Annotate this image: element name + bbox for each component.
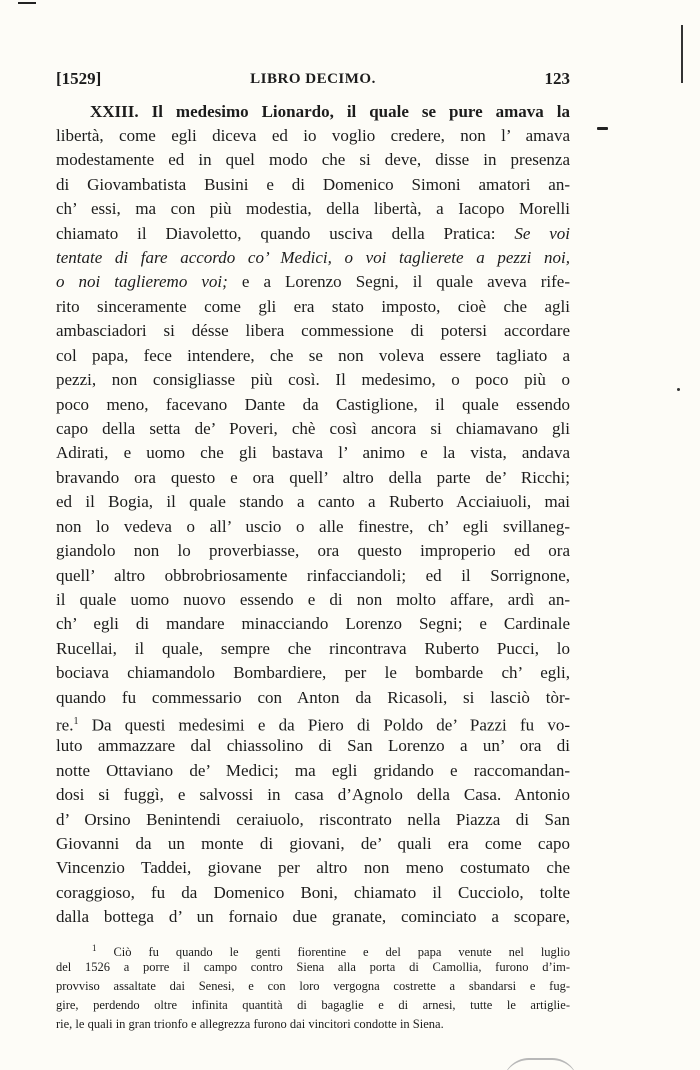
scan-mark bbox=[597, 127, 608, 130]
body-line: chiamato il Diavoletto, quando usciva della Pratica: Se voi bbox=[56, 224, 570, 243]
footnote-line: del 1526 a porre il campo contro Siena alla porta di Camollia, furono d’im- bbox=[56, 960, 570, 974]
body-line: libertà, come egli diceva ed io voglio credere, non l’ amava bbox=[56, 126, 570, 145]
footnote-line: provviso assaltate dai Senesi, e con loro vergogna costrette a sbandarsi e fug- bbox=[56, 979, 570, 993]
body-line: modestamente ed in quel modo che si deve, disse in presenza bbox=[56, 150, 570, 169]
body-line: Rucellai, il quale, sempre che rincontrava Ruberto Pucci, lo bbox=[56, 639, 570, 658]
quote-start: Se voi bbox=[514, 224, 570, 243]
header-book-title: LIBRO DECIMO. bbox=[250, 71, 376, 87]
body-line: XXIII. Il medesimo Lionardo, il quale se pure amava la bbox=[90, 102, 570, 121]
scan-mark bbox=[503, 1058, 578, 1070]
body-line: Adirati, e uomo che gli bastava l’ animo e la vista, andava bbox=[56, 443, 570, 462]
header-page-number: 123 bbox=[544, 69, 570, 88]
header-year: [1529] bbox=[56, 69, 102, 88]
body-line: dalla bottega d’ un fornaio due granate, cominciato a scopare, bbox=[56, 907, 570, 926]
body-line: giandolo non lo proverbiasse, ora questo improperio ed ora bbox=[56, 541, 570, 560]
body-line: col papa, fece intendere, che se non voleva essere tagliato a bbox=[56, 346, 570, 365]
body-line: pezzi, non consigliasse più così. Il medesimo, o poco più o bbox=[56, 370, 570, 389]
scan-mark bbox=[677, 388, 680, 391]
body-line: coraggioso, fu da Domenico Boni, chiamato il Cucciolo, tolte bbox=[56, 883, 570, 902]
running-head bbox=[56, 68, 570, 90]
body-line: di Giovambatista Busini e di Domenico Simoni amatori an- bbox=[56, 175, 570, 194]
footnote-marker: 1 bbox=[92, 943, 97, 953]
body-line: d’ Orsino Benintendi ceraiuolo, riscontrato nella Piazza di San bbox=[56, 810, 570, 829]
body-line: Giovanni da un monte di giovani, de’ quali era come capo bbox=[56, 834, 570, 853]
body-line: bociava chiamandolo Bombardiere, per le bombarde ch’ egli, bbox=[56, 663, 570, 682]
body-line: il quale uomo nuovo essendo e di non molto affare, ardì an- bbox=[56, 590, 570, 609]
body-line: notte Ottaviano de’ Medici; ma egli gridando e raccomandan- bbox=[56, 761, 570, 780]
scan-mark bbox=[681, 25, 683, 83]
body-line: ch’ egli di mandare minacciando Lorenzo Segni; e Cardinale bbox=[56, 614, 570, 633]
body-line: non lo vedeva o all’ uscio o alle finestre, ch’ egli svillaneg- bbox=[56, 517, 570, 536]
section-number: XXIII. bbox=[90, 102, 139, 121]
body-line: poco meno, facevano Dante da Castiglione, il quale essendo bbox=[56, 395, 570, 414]
body-line: quando fu commessario con Anton da Ricasoli, si lasciò tòr- bbox=[56, 688, 570, 707]
body-line: re.$^1$ Da questi medesimi e da Piero di Poldo de’ Pazzi fu vo- bbox=[56, 715, 570, 735]
footnote-line: $^1$ Ciò fu quando le genti fiorentine e del papa venute nel luglio bbox=[92, 943, 570, 960]
body-line: quell’ altro obbrobriosamente rinfacciandoli; ed il Sorrignone, bbox=[56, 566, 570, 585]
footnote-line: gire, perdendo oltre infinita quantità di bagaglie e di arnesi, tutte le artiglie- bbox=[56, 998, 570, 1012]
scan-mark bbox=[18, 2, 36, 4]
body-line: ch’ essi, ma con più modestia, della libertà, a Iacopo Morelli bbox=[56, 199, 570, 218]
footnote-ref: 1 bbox=[73, 716, 79, 727]
body-line: o noi taglieremo voi; e a Lorenzo Segni, il quale aveva rife- bbox=[56, 272, 570, 291]
body-line: ed il Bogia, il quale stando a canto a Ruberto Acciaiuoli, mai bbox=[56, 492, 570, 511]
footnote-line: rie, le quali in gran trionfo e allegrezza furono dai vincitori condotte in Siena. bbox=[56, 1017, 444, 1031]
body-line: rito sinceramente come gli era stato imposto, cioè che agli bbox=[56, 297, 570, 316]
body-line: ambasciadori si désse libera commessione di potersi accordare bbox=[56, 321, 570, 340]
body-line: bravando ora questo e ora quell’ altro della parte de’ Ricchi; bbox=[56, 468, 570, 487]
body-line: capo della setta de’ Poveri, chè così ancora si chiamavano gli bbox=[56, 419, 570, 438]
body-line: dosi si fuggì, e salvossi in casa d’Agnolo della Casa. Antonio bbox=[56, 785, 570, 804]
body-line: tentate di fare accordo co’ Medici, o voi taglierete a pezzi noi, bbox=[56, 248, 570, 267]
body-line: luto ammazzare dal chiassolino di San Lorenzo a un’ ora di bbox=[56, 736, 570, 755]
body-line: Vincenzio Taddei, giovane per altro non meno costumato che bbox=[56, 858, 570, 877]
